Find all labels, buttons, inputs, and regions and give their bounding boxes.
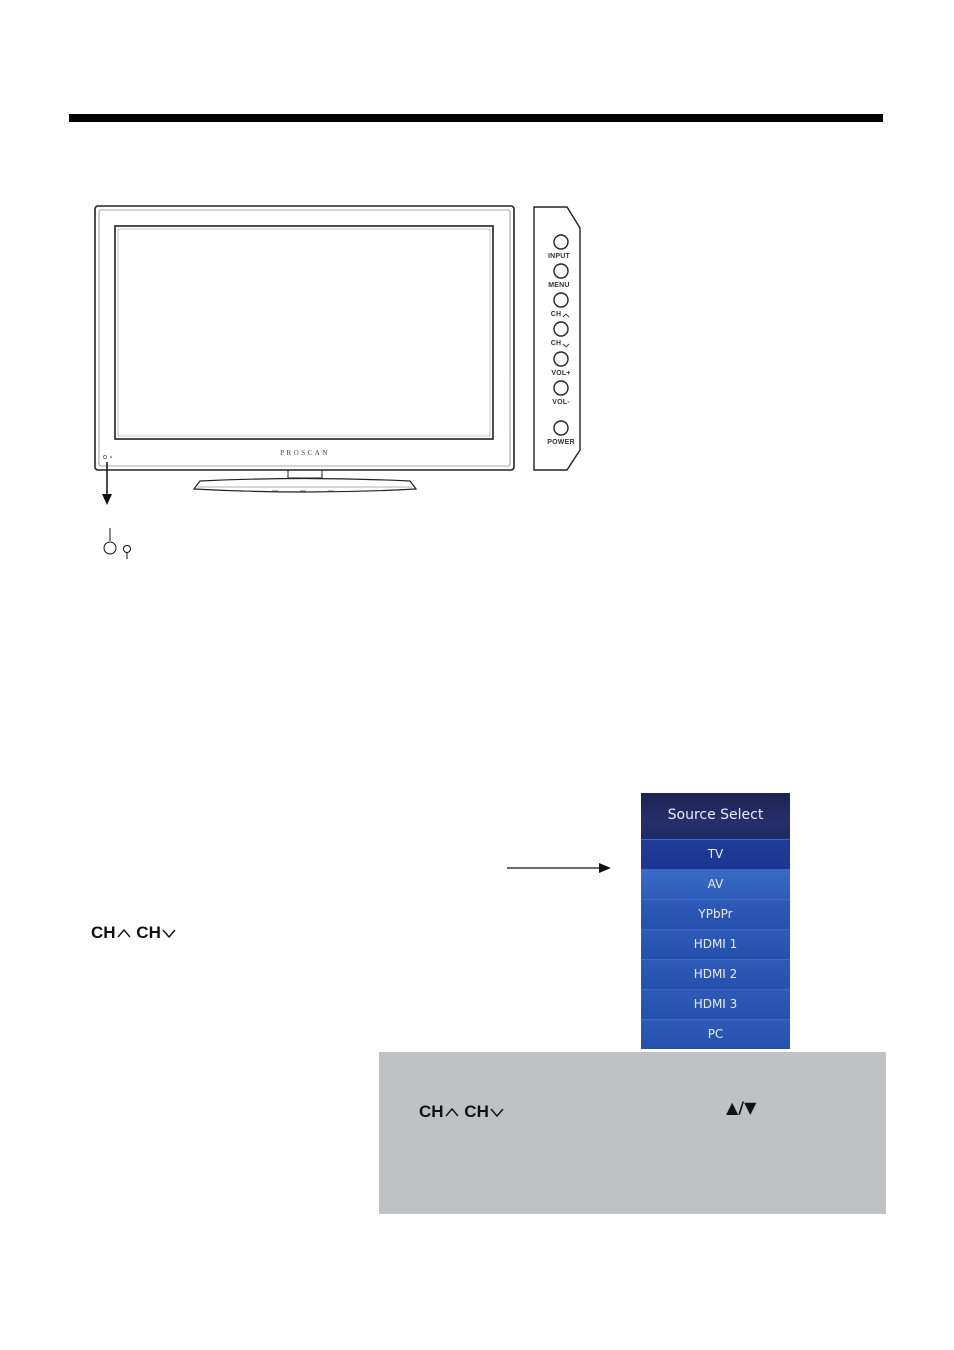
- chevron-down-icon: [161, 927, 177, 939]
- ch-up-key-label: CH: [91, 923, 116, 942]
- source-item-hdmi2[interactable]: HDMI 2: [641, 959, 790, 989]
- note-ch-up-label: CH: [419, 1102, 444, 1121]
- vol-down-button-label: VOL-: [552, 399, 570, 406]
- pointer-arrow-right-icon: [505, 860, 615, 876]
- vol-down-button-icon: [554, 381, 568, 395]
- source-item-ypbpr[interactable]: YPbPr: [641, 899, 790, 929]
- tv-stand: [288, 470, 322, 478]
- ch-down-button-icon: [554, 322, 568, 336]
- menu-button-label: MENU: [548, 282, 570, 289]
- ch-down-key-label: CH: [136, 923, 161, 942]
- remote-sensor-icon: [124, 546, 131, 553]
- source-item-tv[interactable]: TV: [641, 839, 790, 869]
- chevron-down-icon: [489, 1106, 505, 1118]
- arrow-keys-label: ▲/▼: [726, 1098, 757, 1117]
- chevron-up-icon: [116, 927, 132, 939]
- input-button-label: INPUT: [548, 253, 570, 260]
- ch-up-button-label: CH: [550, 311, 562, 318]
- menu-button-icon: [554, 264, 568, 278]
- source-item-hdmi1[interactable]: HDMI 1: [641, 929, 790, 959]
- pointer-arrow-down-icon: [102, 494, 112, 505]
- vol-up-button-icon: [554, 352, 568, 366]
- note-box: [379, 1052, 886, 1214]
- input-button-icon: [554, 235, 568, 249]
- power-button-icon: [554, 421, 568, 435]
- source-item-hdmi3[interactable]: HDMI 3: [641, 989, 790, 1019]
- ch-up-button-icon: [554, 293, 568, 307]
- note-ch-keys: [419, 1102, 505, 1122]
- source-select-menu: [641, 793, 790, 1048]
- tv-screen: [115, 226, 493, 439]
- brand-logo-text: PROSCAN: [280, 449, 330, 457]
- ch-keys-reference: [91, 923, 177, 943]
- chevron-up-icon: [444, 1106, 460, 1118]
- note-ch-down-label: CH: [464, 1102, 489, 1121]
- source-item-pc[interactable]: PC: [641, 1019, 790, 1049]
- tv-front-illustration: [0, 0, 954, 600]
- ch-down-button-label: CH: [550, 340, 562, 347]
- source-item-av[interactable]: AV: [641, 869, 790, 899]
- vol-up-button-label: VOL+: [551, 370, 571, 377]
- power-button-label: POWER: [547, 439, 575, 446]
- standby-indicator-icon: [104, 542, 116, 554]
- source-select-title: Source Select: [641, 793, 790, 839]
